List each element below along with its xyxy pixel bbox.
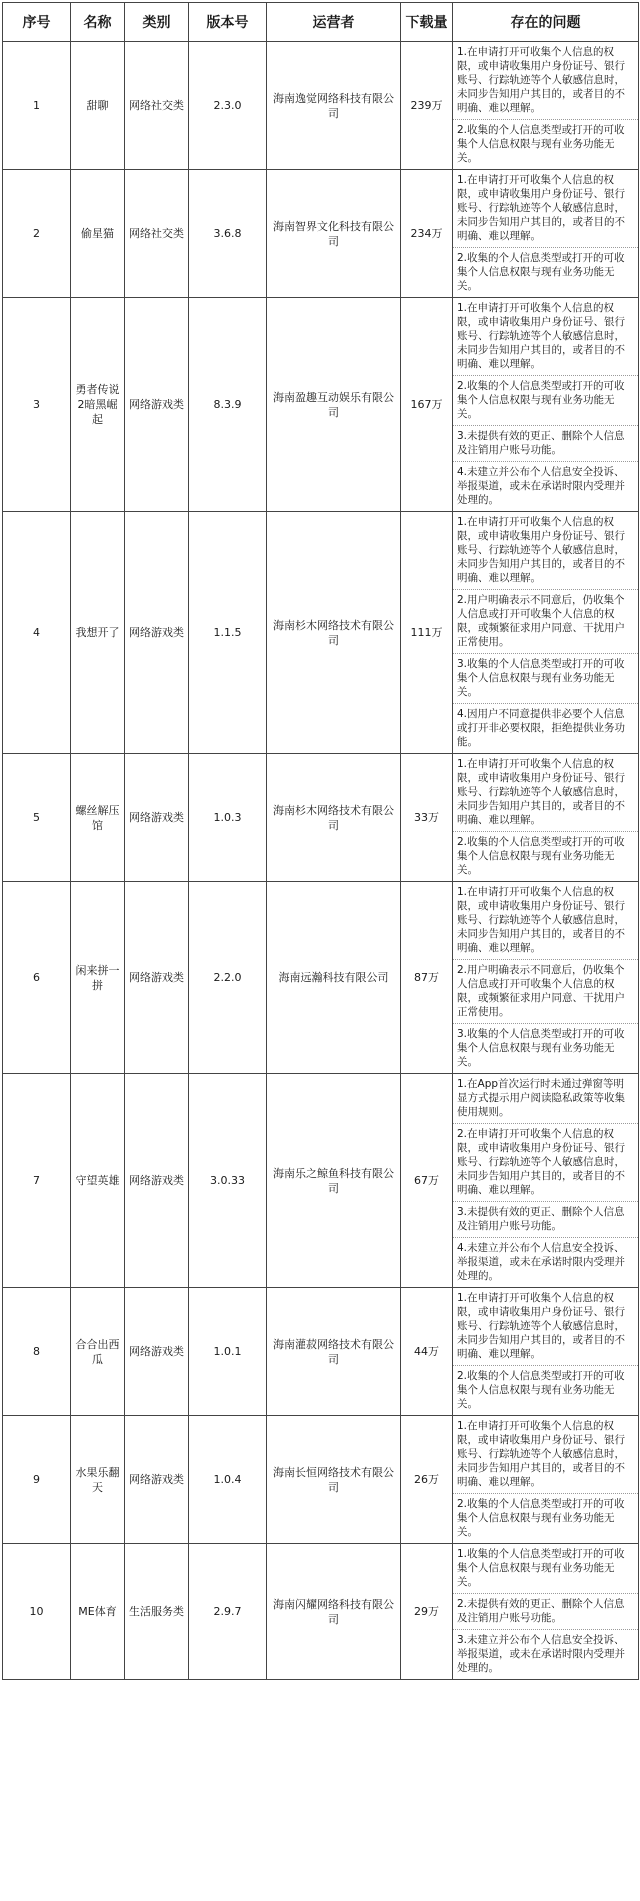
issues-cell [453, 42, 639, 170]
download-count: 87万 [401, 882, 453, 1074]
app-operator: 海南杉木网络技术有限公司 [267, 754, 401, 882]
app-category: 网络游戏类 [125, 1074, 189, 1288]
issue-item: 2.用户明确表示不同意后，仍收集个人信息或打开可收集个人信息的权限，或频繁征求用户同意、干扰用户正常使用。 [453, 589, 638, 653]
issues-cell [453, 1074, 639, 1288]
app-name: 螺丝解压馆 [71, 754, 125, 882]
issue-item: 2.未提供有效的更正、删除个人信息及注销用户账号功能。 [453, 1593, 638, 1629]
app-operator: 海南智界文化科技有限公司 [267, 170, 401, 298]
issue-item: 1.在申请打开可收集个人信息的权限，或申请收集用户身份证号、银行账号、行踪轨迹等个人敏感信息时，未同步告知用户其目的，或者目的不明确、难以理解。 [457, 302, 625, 370]
issue-item: 1.在App首次运行时未通过弹窗等明显方式提示用户阅读隐私政策等收集使用规则。 [457, 1078, 625, 1118]
table-row [3, 298, 639, 512]
issues-cell [453, 1288, 639, 1416]
issues-cell [453, 170, 639, 298]
header-row [3, 3, 639, 42]
issues-cell [453, 754, 639, 882]
app-operator: 海南杉木网络技术有限公司 [267, 512, 401, 754]
row-number: 3 [3, 298, 71, 512]
issue-item: 4.未建立并公布个人信息安全投诉、举报渠道，或未在承诺时限内受理并处理的。 [453, 461, 638, 511]
app-name: 闲来拼一拼 [71, 882, 125, 1074]
table-row [3, 512, 639, 754]
app-violation-table [2, 2, 639, 1680]
issue-item: 4.因用户不同意提供非必要个人信息或打开非必要权限，拒绝提供业务功能。 [453, 703, 638, 753]
table-row [3, 1544, 639, 1680]
app-name: 偷星猫 [71, 170, 125, 298]
issue-item: 3.收集的个人信息类型或打开的可收集个人信息权限与现有业务功能无关。 [453, 653, 638, 703]
app-version: 2.9.7 [189, 1544, 267, 1680]
app-operator: 海南乐之鲸鱼科技有限公司 [267, 1074, 401, 1288]
row-number: 5 [3, 754, 71, 882]
row-number: 6 [3, 882, 71, 1074]
issue-item: 1.在申请打开可收集个人信息的权限，或申请收集用户身份证号、银行账号、行踪轨迹等个人敏感信息时，未同步告知用户其目的，或者目的不明确、难以理解。 [457, 886, 625, 954]
app-version: 1.1.5 [189, 512, 267, 754]
issue-item: 3.收集的个人信息类型或打开的可收集个人信息权限与现有业务功能无关。 [453, 1023, 638, 1073]
app-category: 网络游戏类 [125, 1416, 189, 1544]
app-version: 8.3.9 [189, 298, 267, 512]
header-cell-category: 类别 [125, 3, 189, 42]
issue-item: 2.收集的个人信息类型或打开的可收集个人信息权限与现有业务功能无关。 [453, 831, 638, 881]
download-count: 234万 [401, 170, 453, 298]
issue-item: 1.在申请打开可收集个人信息的权限，或申请收集用户身份证号、银行账号、行踪轨迹等个人敏感信息时，未同步告知用户其目的，或者目的不明确、难以理解。 [457, 516, 625, 584]
table-row [3, 1074, 639, 1288]
app-name: 守望英雄 [71, 1074, 125, 1288]
issue-item: 2.收集的个人信息类型或打开的可收集个人信息权限与现有业务功能无关。 [453, 119, 638, 169]
issues-cell [453, 1544, 639, 1680]
row-number: 2 [3, 170, 71, 298]
issue-item: 2.用户明确表示不同意后，仍收集个人信息或打开可收集个人信息的权限，或频繁征求用户同意、干扰用户正常使用。 [453, 959, 638, 1023]
app-name: ME体育 [71, 1544, 125, 1680]
row-number: 8 [3, 1288, 71, 1416]
row-number: 7 [3, 1074, 71, 1288]
app-operator: 海南长恒网络技术有限公司 [267, 1416, 401, 1544]
table-body [3, 42, 639, 1680]
app-operator: 海南灌菽网络技术有限公司 [267, 1288, 401, 1416]
issue-item: 3.未提供有效的更正、删除个人信息及注销用户账号功能。 [453, 1201, 638, 1237]
download-count: 44万 [401, 1288, 453, 1416]
issues-cell [453, 1416, 639, 1544]
header-cell-issues: 存在的问题 [453, 3, 639, 42]
header-cell-name: 名称 [71, 3, 125, 42]
issues-cell [453, 512, 639, 754]
issue-item: 2.在申请打开可收集个人信息的权限，或申请收集用户身份证号、银行账号、行踪轨迹等个人敏感信息时，未同步告知用户其目的，或者目的不明确、难以理解。 [453, 1123, 638, 1201]
app-category: 网络游戏类 [125, 298, 189, 512]
table-row [3, 882, 639, 1074]
issue-item: 2.收集的个人信息类型或打开的可收集个人信息权限与现有业务功能无关。 [453, 247, 638, 297]
app-operator: 海南远瀚科技有限公司 [267, 882, 401, 1074]
app-version: 3.0.33 [189, 1074, 267, 1288]
issue-item: 4.未建立并公布个人信息安全投诉、举报渠道，或未在承诺时限内受理并处理的。 [453, 1237, 638, 1287]
download-count: 167万 [401, 298, 453, 512]
issue-item: 1.在申请打开可收集个人信息的权限，或申请收集用户身份证号、银行账号、行踪轨迹等个人敏感信息时，未同步告知用户其目的，或者目的不明确、难以理解。 [457, 174, 625, 242]
table-row [3, 42, 639, 170]
table-row [3, 1288, 639, 1416]
app-category: 网络社交类 [125, 42, 189, 170]
app-category: 网络社交类 [125, 170, 189, 298]
app-name: 甜聊 [71, 42, 125, 170]
download-count: 26万 [401, 1416, 453, 1544]
app-version: 3.6.8 [189, 170, 267, 298]
app-name: 水果乐翻天 [71, 1416, 125, 1544]
header-cell-no: 序号 [3, 3, 71, 42]
row-number: 10 [3, 1544, 71, 1680]
download-count: 67万 [401, 1074, 453, 1288]
issue-item: 3.未提供有效的更正、删除个人信息及注销用户账号功能。 [453, 425, 638, 461]
app-operator: 海南闪耀网络科技有限公司 [267, 1544, 401, 1680]
header-cell-operator: 运营者 [267, 3, 401, 42]
issues-cell [453, 882, 639, 1074]
issue-item: 3.未建立并公布个人信息安全投诉、举报渠道，或未在承诺时限内受理并处理的。 [453, 1629, 638, 1679]
app-category: 网络游戏类 [125, 512, 189, 754]
app-category: 网络游戏类 [125, 882, 189, 1074]
download-count: 111万 [401, 512, 453, 754]
header-cell-downloads: 下载量 [401, 3, 453, 42]
issue-item: 2.收集的个人信息类型或打开的可收集个人信息权限与现有业务功能无关。 [453, 1493, 638, 1543]
app-version: 1.0.4 [189, 1416, 267, 1544]
download-count: 33万 [401, 754, 453, 882]
app-version: 1.0.1 [189, 1288, 267, 1416]
app-operator: 海南盈趣互动娱乐有限公司 [267, 298, 401, 512]
row-number: 4 [3, 512, 71, 754]
table-row [3, 1416, 639, 1544]
app-name: 我想开了 [71, 512, 125, 754]
issue-item: 1.在申请打开可收集个人信息的权限，或申请收集用户身份证号、银行账号、行踪轨迹等个人敏感信息时，未同步告知用户其目的，或者目的不明确、难以理解。 [457, 1292, 625, 1360]
app-name: 合合出西瓜 [71, 1288, 125, 1416]
download-count: 239万 [401, 42, 453, 170]
app-operator: 海南逸觉网络科技有限公司 [267, 42, 401, 170]
app-version: 2.2.0 [189, 882, 267, 1074]
issue-item: 1.在申请打开可收集个人信息的权限，或申请收集用户身份证号、银行账号、行踪轨迹等个人敏感信息时，未同步告知用户其目的，或者目的不明确、难以理解。 [457, 1420, 625, 1488]
row-number: 9 [3, 1416, 71, 1544]
app-version: 1.0.3 [189, 754, 267, 882]
download-count: 29万 [401, 1544, 453, 1680]
issues-cell [453, 298, 639, 512]
app-name: 勇者传说2暗黑崛起 [71, 298, 125, 512]
app-category: 网络游戏类 [125, 754, 189, 882]
app-version: 2.3.0 [189, 42, 267, 170]
issue-item: 1.在申请打开可收集个人信息的权限，或申请收集用户身份证号、银行账号、行踪轨迹等个人敏感信息时，未同步告知用户其目的，或者目的不明确、难以理解。 [457, 46, 625, 114]
issue-item: 2.收集的个人信息类型或打开的可收集个人信息权限与现有业务功能无关。 [453, 375, 638, 425]
issue-item: 1.在申请打开可收集个人信息的权限，或申请收集用户身份证号、银行账号、行踪轨迹等个人敏感信息时，未同步告知用户其目的，或者目的不明确、难以理解。 [457, 758, 625, 826]
header-cell-version: 版本号 [189, 3, 267, 42]
row-number: 1 [3, 42, 71, 170]
issue-item: 2.收集的个人信息类型或打开的可收集个人信息权限与现有业务功能无关。 [453, 1365, 638, 1415]
table-row [3, 754, 639, 882]
table-row [3, 170, 639, 298]
app-category: 生活服务类 [125, 1544, 189, 1680]
app-category: 网络游戏类 [125, 1288, 189, 1416]
issue-item: 1.收集的个人信息类型或打开的可收集个人信息权限与现有业务功能无关。 [457, 1548, 625, 1588]
